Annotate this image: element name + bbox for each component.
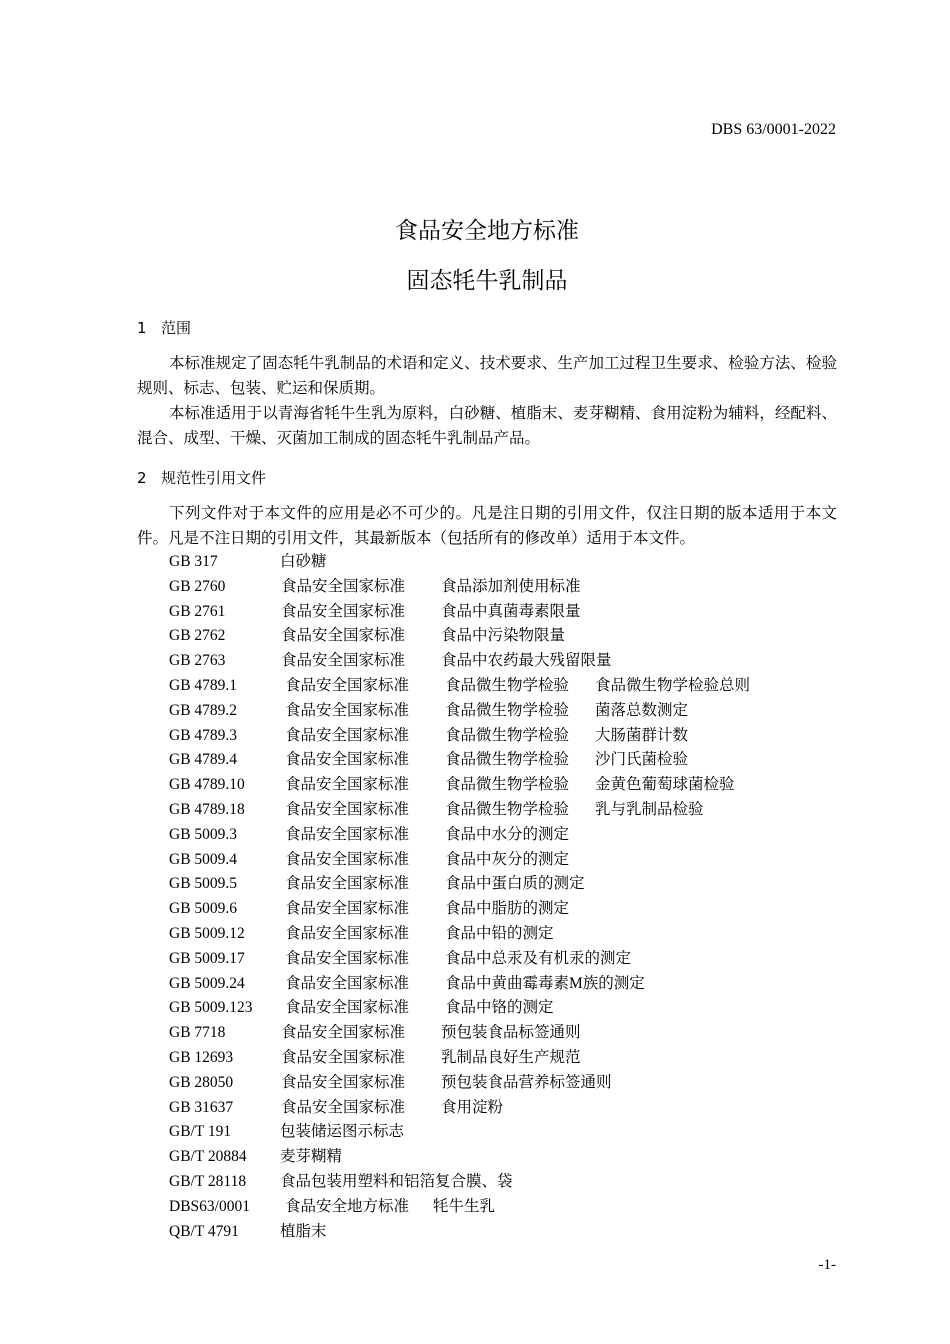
reference-title: 食品安全国家标准 (285, 999, 410, 1017)
reference-code: QB/T 4791 (169, 1222, 239, 1240)
section-1-number: 1 (137, 319, 147, 337)
reference-title: 食品安全国家标准 (281, 652, 406, 670)
reference-subtitle: 食品中真菌毒素限量 (441, 602, 581, 620)
reference-title: 食品安全地方标准 (285, 1197, 410, 1215)
reference-code: GB/T 191 (169, 1123, 232, 1141)
section-2-title: 规范性引用文件 (161, 469, 267, 487)
reference-code: GB 4789.18 (169, 800, 245, 818)
reference-code: GB 5009.123 (169, 999, 253, 1017)
reference-subtitle: 食品中总汞及有机汞的测定 (445, 949, 632, 967)
reference-subtitle: 预包装食品标签通则 (441, 1024, 581, 1042)
reference-code: GB 5009.12 (169, 924, 245, 942)
reference-subtitle: 食品微生物学检验 (445, 800, 570, 818)
reference-title: 白砂糖 (280, 553, 327, 570)
reference-code: GB/T 20884 (169, 1148, 247, 1166)
reference-code: GB 2762 (169, 627, 226, 645)
document-code: DBS 63/0001-2022 (711, 121, 836, 138)
reference-code: GB 5009.6 (169, 900, 238, 918)
reference-title: 食品安全国家标准 (285, 726, 410, 744)
reference-subtitle: 食品中污染物限量 (441, 627, 566, 645)
reference-subtitle: 预包装食品营养标签通则 (441, 1073, 612, 1091)
reference-title: 食品安全国家标准 (281, 602, 406, 620)
reference-subtitle: 食品微生物学检验 (445, 726, 570, 744)
reference-subtitle: 食品微生物学检验 (445, 676, 570, 694)
reference-title: 植脂末 (280, 1222, 327, 1240)
reference-code: GB 2761 (169, 602, 226, 620)
reference-code: GB 5009.4 (169, 850, 238, 868)
reference-subtitle: 食品微生物学检验 (445, 776, 570, 794)
reference-code: GB 5009.24 (169, 974, 245, 992)
reference-title: 食品安全国家标准 (285, 825, 410, 843)
section-2-paragraph: 下列文件对于本文件的应用是必不可少的。凡是注日期的引用文件，仅注日期的版本适用于本文件。凡是不注日期的引用文件，其最新版本（包括所有的修改单）适用于本文件。 (137, 505, 837, 547)
document-title: 食品安全地方标准 (395, 218, 579, 244)
reference-title: 食品安全国家标准 (281, 577, 406, 595)
section-1-paragraph: 本标准规定了固态牦牛乳制品的术语和定义、技术要求、生产加工过程卫生要求、检验方法、检验规则、标志、包装、贮运和保质期。 (137, 355, 837, 397)
reference-code: GB 12693 (169, 1048, 234, 1066)
reference-title: 食品安全国家标准 (281, 1098, 406, 1116)
reference-code: GB 7718 (169, 1024, 226, 1042)
reference-code: GB 4789.2 (169, 701, 238, 719)
reference-title: 食品安全国家标准 (285, 751, 410, 769)
reference-code: GB 31637 (169, 1098, 234, 1116)
reference-subtitle: 乳制品良好生产规范 (441, 1048, 581, 1066)
reference-title: 食品安全国家标准 (285, 924, 410, 942)
reference-title: 食品安全国家标准 (285, 900, 410, 918)
reference-subtitle: 食品微生物学检验 (445, 751, 570, 769)
reference-subtitle: 食品中黄曲霉毒素M族的测定 (445, 974, 645, 992)
reference-title: 食品安全国家标准 (281, 1048, 406, 1066)
document-subtitle: 固态牦牛乳制品 (406, 268, 568, 294)
reference-title: 食品安全国家标准 (285, 974, 410, 992)
reference-title: 食品安全国家标准 (285, 800, 410, 818)
reference-code: GB 317 (169, 553, 218, 570)
section-2-number: 2 (137, 469, 147, 487)
reference-code: GB 5009.17 (169, 949, 245, 967)
reference-subtitle: 食品微生物学检验总则 (595, 676, 751, 694)
reference-title: 食品安全国家标准 (285, 875, 410, 893)
reference-code: GB 2760 (169, 577, 226, 595)
reference-title: 包装储运图示标志 (280, 1123, 405, 1141)
page-number: -1- (818, 1257, 836, 1273)
reference-title: 麦芽糊精 (280, 1148, 343, 1166)
reference-title: 食品安全国家标准 (285, 850, 410, 868)
section-1-heading (137, 317, 191, 338)
reference-code: GB 2763 (169, 652, 226, 670)
reference-title: 食品安全国家标准 (285, 949, 410, 967)
reference-subtitle: 食品微生物学检验 (445, 701, 570, 719)
reference-code: GB 5009.3 (169, 825, 238, 843)
reference-subtitle: 食品中灰分的测定 (445, 850, 570, 868)
reference-code: DBS63/0001 (169, 1197, 250, 1215)
reference-title: 食品安全国家标准 (281, 1073, 406, 1091)
reference-title: 食品安全国家标准 (285, 701, 410, 719)
reference-code: GB 4789.10 (169, 776, 245, 794)
reference-title: 食品安全国家标准 (281, 627, 406, 645)
reference-title: 食品安全国家标准 (285, 676, 410, 694)
reference-subtitle: 食品中蛋白质的测定 (445, 875, 585, 893)
reference-code: GB 4789.1 (169, 676, 238, 694)
reference-subtitle: 沙门氏菌检验 (595, 751, 689, 769)
reference-subtitle: 乳与乳制品检验 (595, 800, 704, 818)
reference-subtitle: 食品中水分的测定 (445, 825, 570, 843)
section-1-title: 范围 (161, 319, 192, 337)
reference-subtitle: 食用淀粉 (441, 1098, 504, 1116)
reference-subtitle: 金黄色葡萄球菌检验 (595, 776, 735, 794)
reference-code: GB 5009.5 (169, 875, 238, 893)
reference-code: GB 4789.3 (169, 726, 238, 744)
reference-subtitle: 食品中铅的测定 (445, 924, 554, 942)
reference-code: GB 4789.4 (169, 751, 238, 769)
reference-subtitle: 菌落总数测定 (595, 701, 689, 719)
reference-title: 食品安全国家标准 (285, 776, 410, 794)
reference-subtitle: 大肠菌群计数 (595, 726, 689, 744)
reference-code: GB 28050 (169, 1073, 234, 1091)
reference-subtitle: 牦牛生乳 (433, 1197, 496, 1215)
reference-subtitle: 食品添加剂使用标准 (441, 577, 581, 595)
reference-code: GB/T 28118 (169, 1172, 247, 1190)
reference-title: 食品安全国家标准 (281, 1024, 406, 1042)
section-1-paragraph: 本标准适用于以青海省牦牛生乳为原料，白砂糖、植脂末、麦芽糊精、食用淀粉为辅料，经配料、混合、成型、干燥、灭菌加工制成的固态牦牛乳制品产品。 (137, 405, 837, 447)
reference-subtitle: 食品中农药最大残留限量 (441, 652, 612, 670)
reference-title: 食品包装用塑料和铝箔复合膜、袋 (280, 1172, 513, 1190)
reference-subtitle: 食品中铬的测定 (445, 999, 554, 1017)
reference-subtitle: 食品中脂肪的测定 (445, 900, 570, 918)
section-2-heading (137, 467, 266, 488)
